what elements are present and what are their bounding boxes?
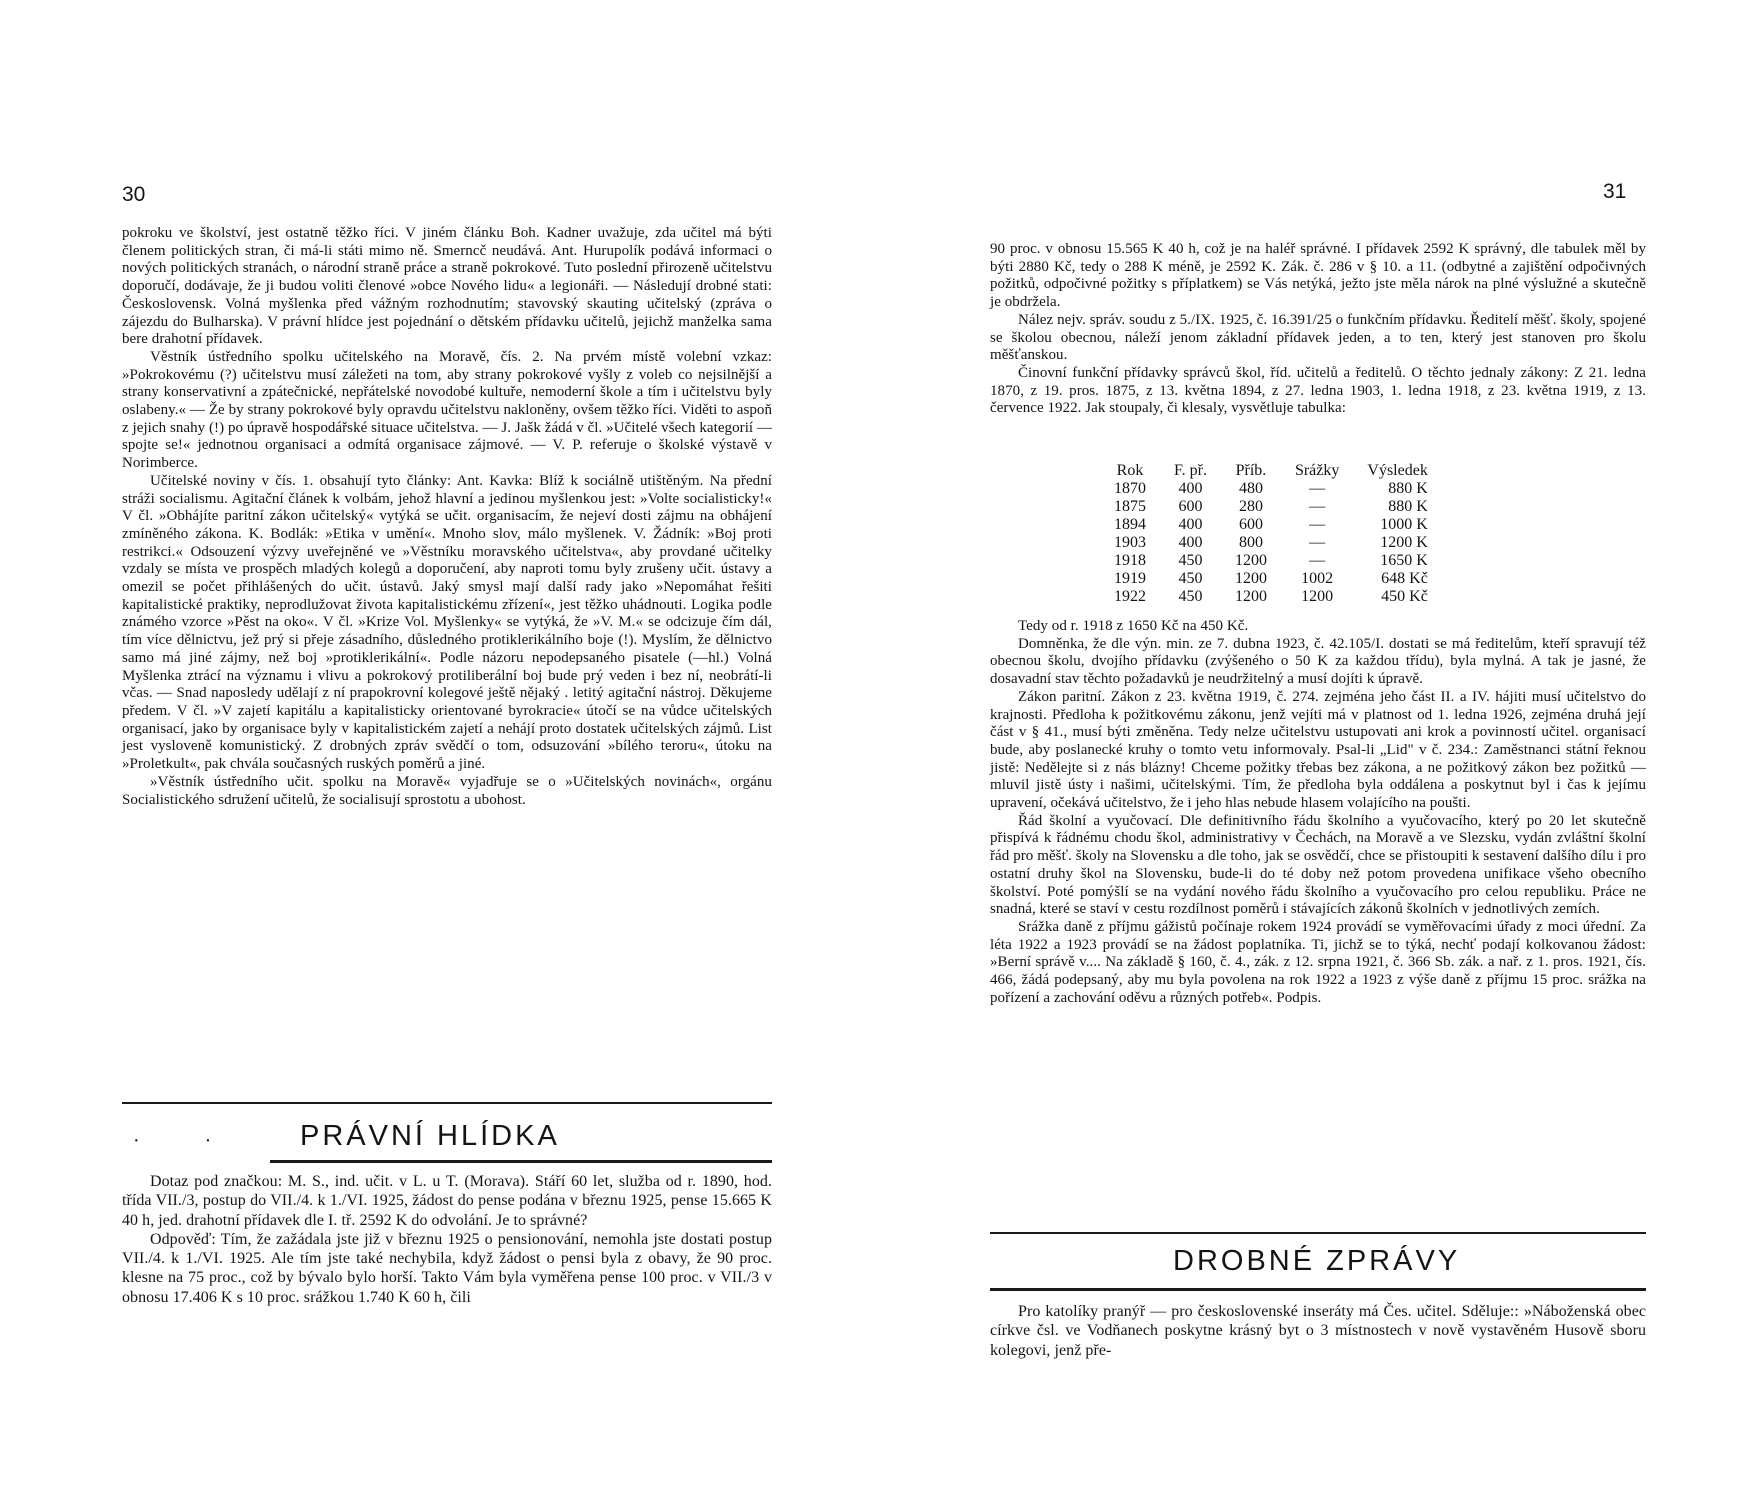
table-cell: 1894 (1114, 516, 1146, 533)
table-cell: — (1309, 534, 1326, 551)
review-paragraph: »Věstník ústředního učit. spolku na Moravě« vyjadřuje se o »Učitelských novinách«, orgánu Socialistického sdružení učitelů, že socialisují sprostotu a ubohost. (122, 773, 772, 808)
review-paragraph: Učitelské noviny v čís. 1. obsahují tyto články: Ant. Kavka: Blíž k sociálně utištěným. Na přední stráži socialismu. Agitační článek k volbám, jehož hlavní a jedinou myšlenkou jest: »Volte socialisticky!« V čl. »Obhájíte paritní zákon učitelský« vytýká se učit. organisacím, že nejeví dosti zájmu na obhájení zmíněného zákona. K. Bodlák: »Etika v umění«. Mnoho slov, málo myšlenek. V. Žádník: »Boj proti restrikci.« Odsouzení výzvy uveřejněné ve »Věstníku moravského učitelstva«, aby provdané učitelky vzdaly se místa ve prospěch mladých kolegů a doporučení, aby naproti tomu byly zrušeny učit. ústavy a omezil se počet přihlášených do učit. ústavů. Jaký smysl mají další rady jako »Nepomáhat řešiti kapitalistické praktiky, neprodlužovat života kapitalistickému zřízení«, jest těžko uhádnouti. Logika podle známého vzorce »Pěst na oko«. V čl. »Krize Vol. Myšlenky« se vytýká, že »V. M.« se odcizuje čím dál, tím více dělnictvu, jež prý si přeje zásadního, důsledného protiklerikálního boje (!). Myslím, že dělnictvo samo má jiné zájmy, než boj »protiklerikální«. Podle názoru nepodepsaného pisatele (—hl.) Volná Myšlenka ztrácí na významu i vlivu a pokrokový protiliberální boj bude prý veden i bez ní, neobrátí-li včas. — Snad naposledy udělají z ní prapokrovní kolegové ještě nějaký . letitý agitační nástroj. Děkujeme předem. V čl. »V zajetí kapitálu a kapitalisticky orientované byrokracie« útočí se na vůdce učitelských organisací, jako by organisace byly v kapitalistickém zajetí a nehájí proto dostatek učitelských zájmů. List jest vysloveně komunistický. Z drobných zpráv svědčí o tom, odsuzování »bílého teroru«, útoku na »Proletkult«, pak chvála současných ruských poměrů a jiné. (122, 472, 772, 773)
table-header-cell: Příb. (1235, 462, 1267, 479)
review-paragraph: Nález nejv. správ. soudu z 5./IX. 1925, č. 16.391/25 o funkčním přídavku. Ředitelí měšť. školy, spojené se školou obecnou, náleží jenom základní přídavek jeden, a to ten, který jest stanoven pro školu měšťanskou. (990, 311, 1646, 364)
table-row (1100, 516, 1442, 534)
table-cell: 450 (1178, 570, 1203, 587)
table-row (1100, 552, 1442, 570)
section-rule-bottom (990, 1288, 1646, 1291)
table-cell: 800 (1238, 534, 1263, 551)
page-number: 31 (1603, 180, 1627, 203)
table-cell: 1200 (1234, 552, 1267, 569)
table-row (1100, 480, 1442, 498)
news-paragraph: Pro katolíky pranýř — pro československé inseráty má Čes. učitel. Sděluje:: »Náboženská obec církve čsl. ve Vodňanech poskytne krásný byt o 3 místnostech v nově vystavěném Husově sboru kolegovi, jenž pře- (990, 1303, 1646, 1359)
table-cell: 1870 (1114, 480, 1146, 497)
table-cell: 880 K (1388, 498, 1428, 515)
section-title-pravni-hlidka: PRÁVNÍ HLÍDKA (300, 1120, 560, 1152)
table-cell: 400 (1178, 516, 1203, 533)
right-column-top (990, 241, 1646, 418)
table-cell: — (1309, 516, 1326, 533)
table-cell: 400 (1178, 534, 1203, 551)
table-header-cell: F. př. (1174, 462, 1207, 479)
table-cell: 1200 (1234, 588, 1267, 605)
table-cell: — (1309, 498, 1326, 515)
section-rule-top (990, 1232, 1646, 1234)
review-paragraph: Činovní funkční přídavky správců škol, říd. učitelů a ředitelů. O těchto jednaly zákony: Z 21. ledna 1870, z 19. pros. 1875, z 13. května 1894, z 27. ledna 1903, 1. ledna 1918, z 23. května 1919, z 13. července 1922. Jak stoupaly, či klesaly, vysvětluje tabulka: (990, 364, 1646, 417)
legal-column (122, 1172, 772, 1307)
section-title-drobne-zpravy: DROBNÉ ZPRÁVY (1173, 1245, 1461, 1277)
table-cell: 480 (1238, 480, 1263, 497)
review-paragraph: Řád školní a vyučovací. Dle definitivního řádu školního a vyučovacího, který po 20 let skutečně přispívá k řádnému chodu škol, administrativy v Čechách, na Moravě a ve Slezsku, vydán zvláštní školní řád pro měšť. školy na Slovensku a dle toho, jak se osvědčí, chce se přistoupiti k sestavení dalšího dílu i pro ostatní druhy škol na Slovensku, bude-li do té doby než potom provedena unifikace všeho obecního školství. Poté pomýšlí se na vydání nového řádu školního a vyučovacího pro celou republiku. Práce ne snadná, které se staví v cestu rozdílnost poměrů i stávajících zákonů školních v jednotlivých zemích. (990, 812, 1646, 918)
table-cell: — (1309, 480, 1326, 497)
table-cell: 1000 K (1380, 516, 1428, 533)
table-cell: 1903 (1114, 534, 1146, 551)
review-paragraph: pokroku ve školství, jest ostatně těžko říci. V jiném článku Boh. Kadner uvažuje, zda učitel má býti členem politických stran, či má-li státi mimo ně. Smerncč neudává. Ant. Hurupolík podává informaci o nových politických stranách, o národní straně práce a straně pokrokové. Tuto poslední přirozeně učitelstvu doporučí, dodávaje, že ji budou voliti členové »obce Nového lidu« a legionáři. — Následují drobné stati: Československ. Volná myšlenka před vážným rozhodnutím; stavovský skauting učitelský (zpráva o zájezdu do Bulharska). V právní hlídce jest pojednání o dětském přídavku učitelů, jejichž manželka sama bere drahotní přídavek. (122, 225, 772, 348)
table-cell: 450 (1178, 588, 1203, 605)
table-row (1100, 534, 1442, 552)
table-cell: 1200 K (1380, 534, 1428, 551)
review-paragraph: Zákon paritní. Zákon z 23. května 1919, č. 274. zejména jeho část II. a IV. hájiti musí učitelstvo do krajnosti. Předloha k požitkovému zákonu, jenž vejíti má v platnost od 1. ledna 1926, zejména druhá její část v § 41., musí býti změněna. Tedy nelze učitelstvu ustupovati ani krok a povinností učitel. organisací bude, aby poslanecké kruhy o tomto vetu informovaly. Psal-li „Lid" v č. 234.: Zaměstnanci státní řeknou jistě: Nedělejte si z nás blázny! Chceme požitky třebas bez zákona, a ne požitkový zákon bez požitků — mluvil jistě ústy i našimi, učitelskými. Tím, že předloha byla oddálena a poskytnut byl i čas k jejímu upravení, očekává učitelstvo, že i jeho hlas nebude hlasem volajícího na poušti. (990, 688, 1646, 812)
review-paragraph: Věstník ústředního spolku učitelského na Moravě, čís. 2. Na prvém místě volební vzkaz: »Pokrokovému (?) učitelstvu musí záležeti na tom, aby strany pokrokové vyšly z voleb co nejsilnější a strany konservativní a zpátečnické, nepřátelské novodobé kultuře, nemoderní škole a tím i učitelstvu byly oslabeny.« — Že by strany pokrokové byly opravdu učitelstvu nakloněny, ovšem těžko říci. Viděti to aspoň z jejich snahy (!) po úpravě hospodářské situace učitelstva. — J. Jašk žádá v čl. »Učitelé všech kategorií — spojte se!« jednotnou organisaci a odmítá organisace zájmové. — V. P. referuje o školské výstavě v Norimberce. (122, 348, 772, 472)
news-column (990, 1302, 1646, 1360)
page-number: 30 (122, 183, 146, 206)
review-paragraph: Srážka daně z příjmu gážistů počínaje rokem 1924 provádí se vyměřovacími úřady z moci úřední. Za léta 1922 a 1923 provádí se na žádost poplatníka. Ti, jichž se to týká, nechť podají kolkovanou žádost: »Berní správě v.... Na základě § 160, č. 4., zák. z 12. srpna 1921, č. 366 Sb. zák. a nař. z 1. pros. 1921, čís. 466, žádá podepsaný, aby mu byla povolena na rok 1922 a 1923 z výše daně z příjmu 15 proc. srážka na pořízení a zachování oděvu a různých potřeb«. Podpis. (990, 918, 1646, 1006)
table-row (1100, 588, 1442, 606)
salary-table (1100, 462, 1442, 606)
table-cell: 1875 (1114, 498, 1146, 515)
legal-answer: Odpověď: Tím, že zažádala jste již v březnu 1925 o pensionování, nemohla jste dostati postup VII./4. k 1./VI. 1925. Ale tím jste také nechybila, když žádost o pensi byla z obavy, že 90 proc. klesne na 75 proc., což by bývalo bylo horší. Takto Vám byla vyměřena pense 100 proc. v VII./3 v obnosu 17.406 K s 10 proc. srážkou 1.740 K 60 h, čili (122, 1230, 772, 1306)
table-cell: 600 (1238, 516, 1263, 533)
right-column-mid (990, 618, 1646, 1007)
table-row (1100, 498, 1442, 516)
review-paragraph: 90 proc. v obnosu 15.565 K 40 h, což je na haléř správné. I přídavek 2592 K správný, dle tabulek měl by býti 2880 Kč, tedy o 288 K méně, je 2592 K. Zák. č. 286 v § 10. a 11. (odbytné a zajištění odpočivných požitků, odpočivné požitky s příplatkem) se Vás netýká, ježto jste měla nárok na plné výslužné a skutečně je obdržela. (990, 241, 1646, 311)
table-header-cell: Rok (1116, 462, 1144, 479)
table-cell: 1002 (1301, 570, 1334, 587)
section-rule-top (122, 1102, 772, 1104)
table-header-cell: Výsledek (1367, 462, 1428, 479)
table-cell: 1919 (1114, 570, 1146, 587)
table-cell: 648 Kč (1381, 570, 1428, 587)
table-cell: 280 (1238, 498, 1263, 515)
review-paragraph: Tedy od r. 1918 z 1650 Kč na 450 Kč. (1018, 618, 1249, 634)
table-cell: 400 (1178, 480, 1203, 497)
table-header-row (1100, 462, 1442, 480)
table-cell: 450 Kč (1381, 588, 1428, 605)
table-header-cell: Srážky (1294, 462, 1340, 479)
review-paragraph: Domněnka, že dle výn. min. ze 7. dubna 1923, č. 42.105/I. dostati se má ředitelům, kteří spravují též obecnou školu, dvojího přídavku (zvýšeného o 50 K za každou třídu), byla mylná. A tak je jasné, že dosavadní stav těchto požadavků je neudržitelný a musí dojíti k úpravě. (990, 635, 1646, 688)
table-cell: 600 (1178, 498, 1203, 515)
table-cell: 450 (1178, 552, 1203, 569)
table-row (1100, 570, 1442, 588)
table-cell: 1200 (1234, 570, 1267, 587)
table-cell: 1200 (1301, 588, 1334, 605)
section-dots: · · (133, 1130, 242, 1152)
table-cell: 880 K (1388, 480, 1428, 497)
table-cell: — (1309, 552, 1326, 569)
table-cell: 1918 (1114, 552, 1146, 569)
right-page (875, 0, 1750, 1501)
legal-question: Dotaz pod značkou: M. S., ind. učit. v L. u T. (Morava). Stáří 60 let, služba od r. 1890, hod. třída VII./3, postup do VII./4. k 1./VI. 1925, žádost do pense podána v březnu 1925, pense 15.665 K 40 h, jed. drahotní přídavek dle I. tř. 2592 K do odvolání. Je to správné? (122, 1173, 772, 1229)
table-cell: 1922 (1114, 588, 1146, 605)
left-column (122, 225, 772, 809)
table-cell: 1650 K (1380, 552, 1428, 569)
section-rule-bottom (270, 1160, 772, 1163)
